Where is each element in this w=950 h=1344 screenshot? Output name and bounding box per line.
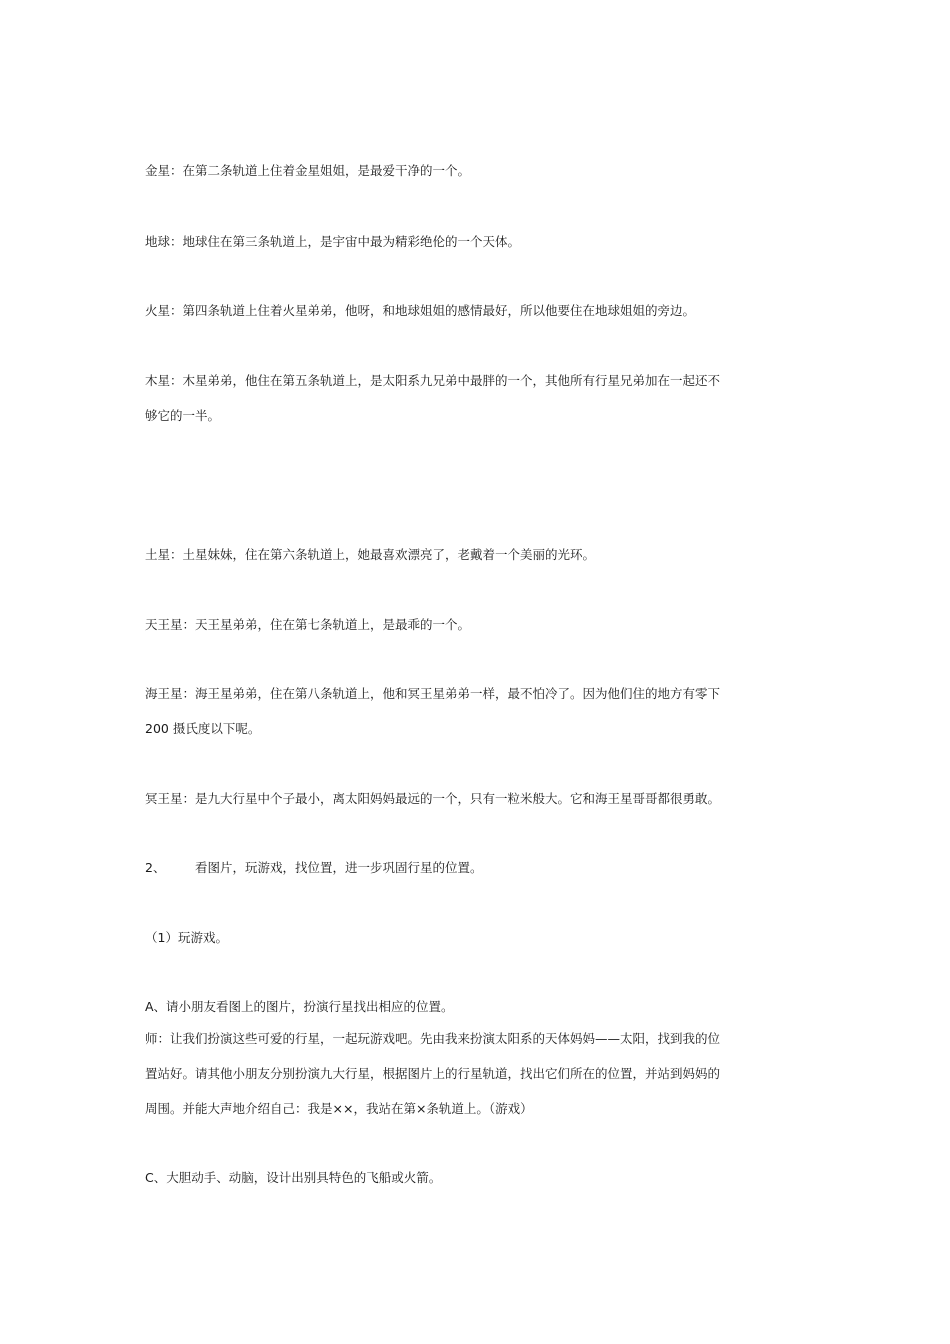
neptune-paragraph-line-2: 200 摄氏度以下呢。 xyxy=(145,721,261,736)
mars-paragraph: 火星：第四条轨道上住着火星弟弟，他呀，和地球姐姐的感情最好，所以他要住在地球姐姐的旁边。 xyxy=(145,303,696,318)
step-a-title: A、请小朋友看图上的图片，扮演行星找出相应的位置。 xyxy=(145,999,454,1014)
uranus-paragraph: 天王星：天王星弟弟，住在第七条轨道上，是最乖的一个。 xyxy=(145,617,471,632)
jupiter-paragraph-line-1: 木星：木星弟弟，他住在第五条轨道上，是太阳系九兄弟中最胖的一个，其他所有行星兄弟加在一起还不 xyxy=(145,373,721,388)
jupiter-paragraph-line-2: 够它的一半。 xyxy=(145,408,221,423)
section-2-heading xyxy=(145,859,810,877)
subsection-1-heading: （1）玩游戏。 xyxy=(145,930,228,945)
teacher-line-2: 置站好。请其他小朋友分别扮演九大行星，根据图片上的行星轨道，找出它们所在的位置，并站到妈妈的 xyxy=(145,1066,721,1081)
section-2-number: 2、 xyxy=(145,860,166,875)
step-c-title: C、大胆动手、动脑，设计出别具特色的飞船或火箭。 xyxy=(145,1170,442,1185)
saturn-paragraph: 土星：土星妹妹，住在第六条轨道上，她最喜欢漂亮了，老戴着一个美丽的光环。 xyxy=(145,547,596,562)
pluto-paragraph: 冥王星：是九大行星中个子最小，离太阳妈妈最远的一个，只有一粒米般大。它和海王星哥哥都很勇敢。 xyxy=(145,791,721,806)
teacher-line-3: 周围。并能大声地介绍自己：我是××，我站在第×条轨道上。（游戏） xyxy=(145,1101,533,1116)
teacher-line-1: 师：让我们扮演这些可爱的行星，一起玩游戏吧。先由我来扮演太阳系的天体妈妈——太阳，找到我的位 xyxy=(145,1031,721,1046)
venus-paragraph: 金星：在第二条轨道上住着金星姐姐，是最爱干净的一个。 xyxy=(145,163,471,178)
section-2-text: 看图片，玩游戏，找位置，进一步巩固行星的位置。 xyxy=(195,860,483,875)
neptune-paragraph-line-1: 海王星：海王星弟弟，住在第八条轨道上，他和冥王星弟弟一样，最不怕冷了。因为他们住的地方有零下 xyxy=(145,686,721,701)
earth-paragraph: 地球：地球住在第三条轨道上，是宇宙中最为精彩绝伦的一个天体。 xyxy=(145,234,521,249)
